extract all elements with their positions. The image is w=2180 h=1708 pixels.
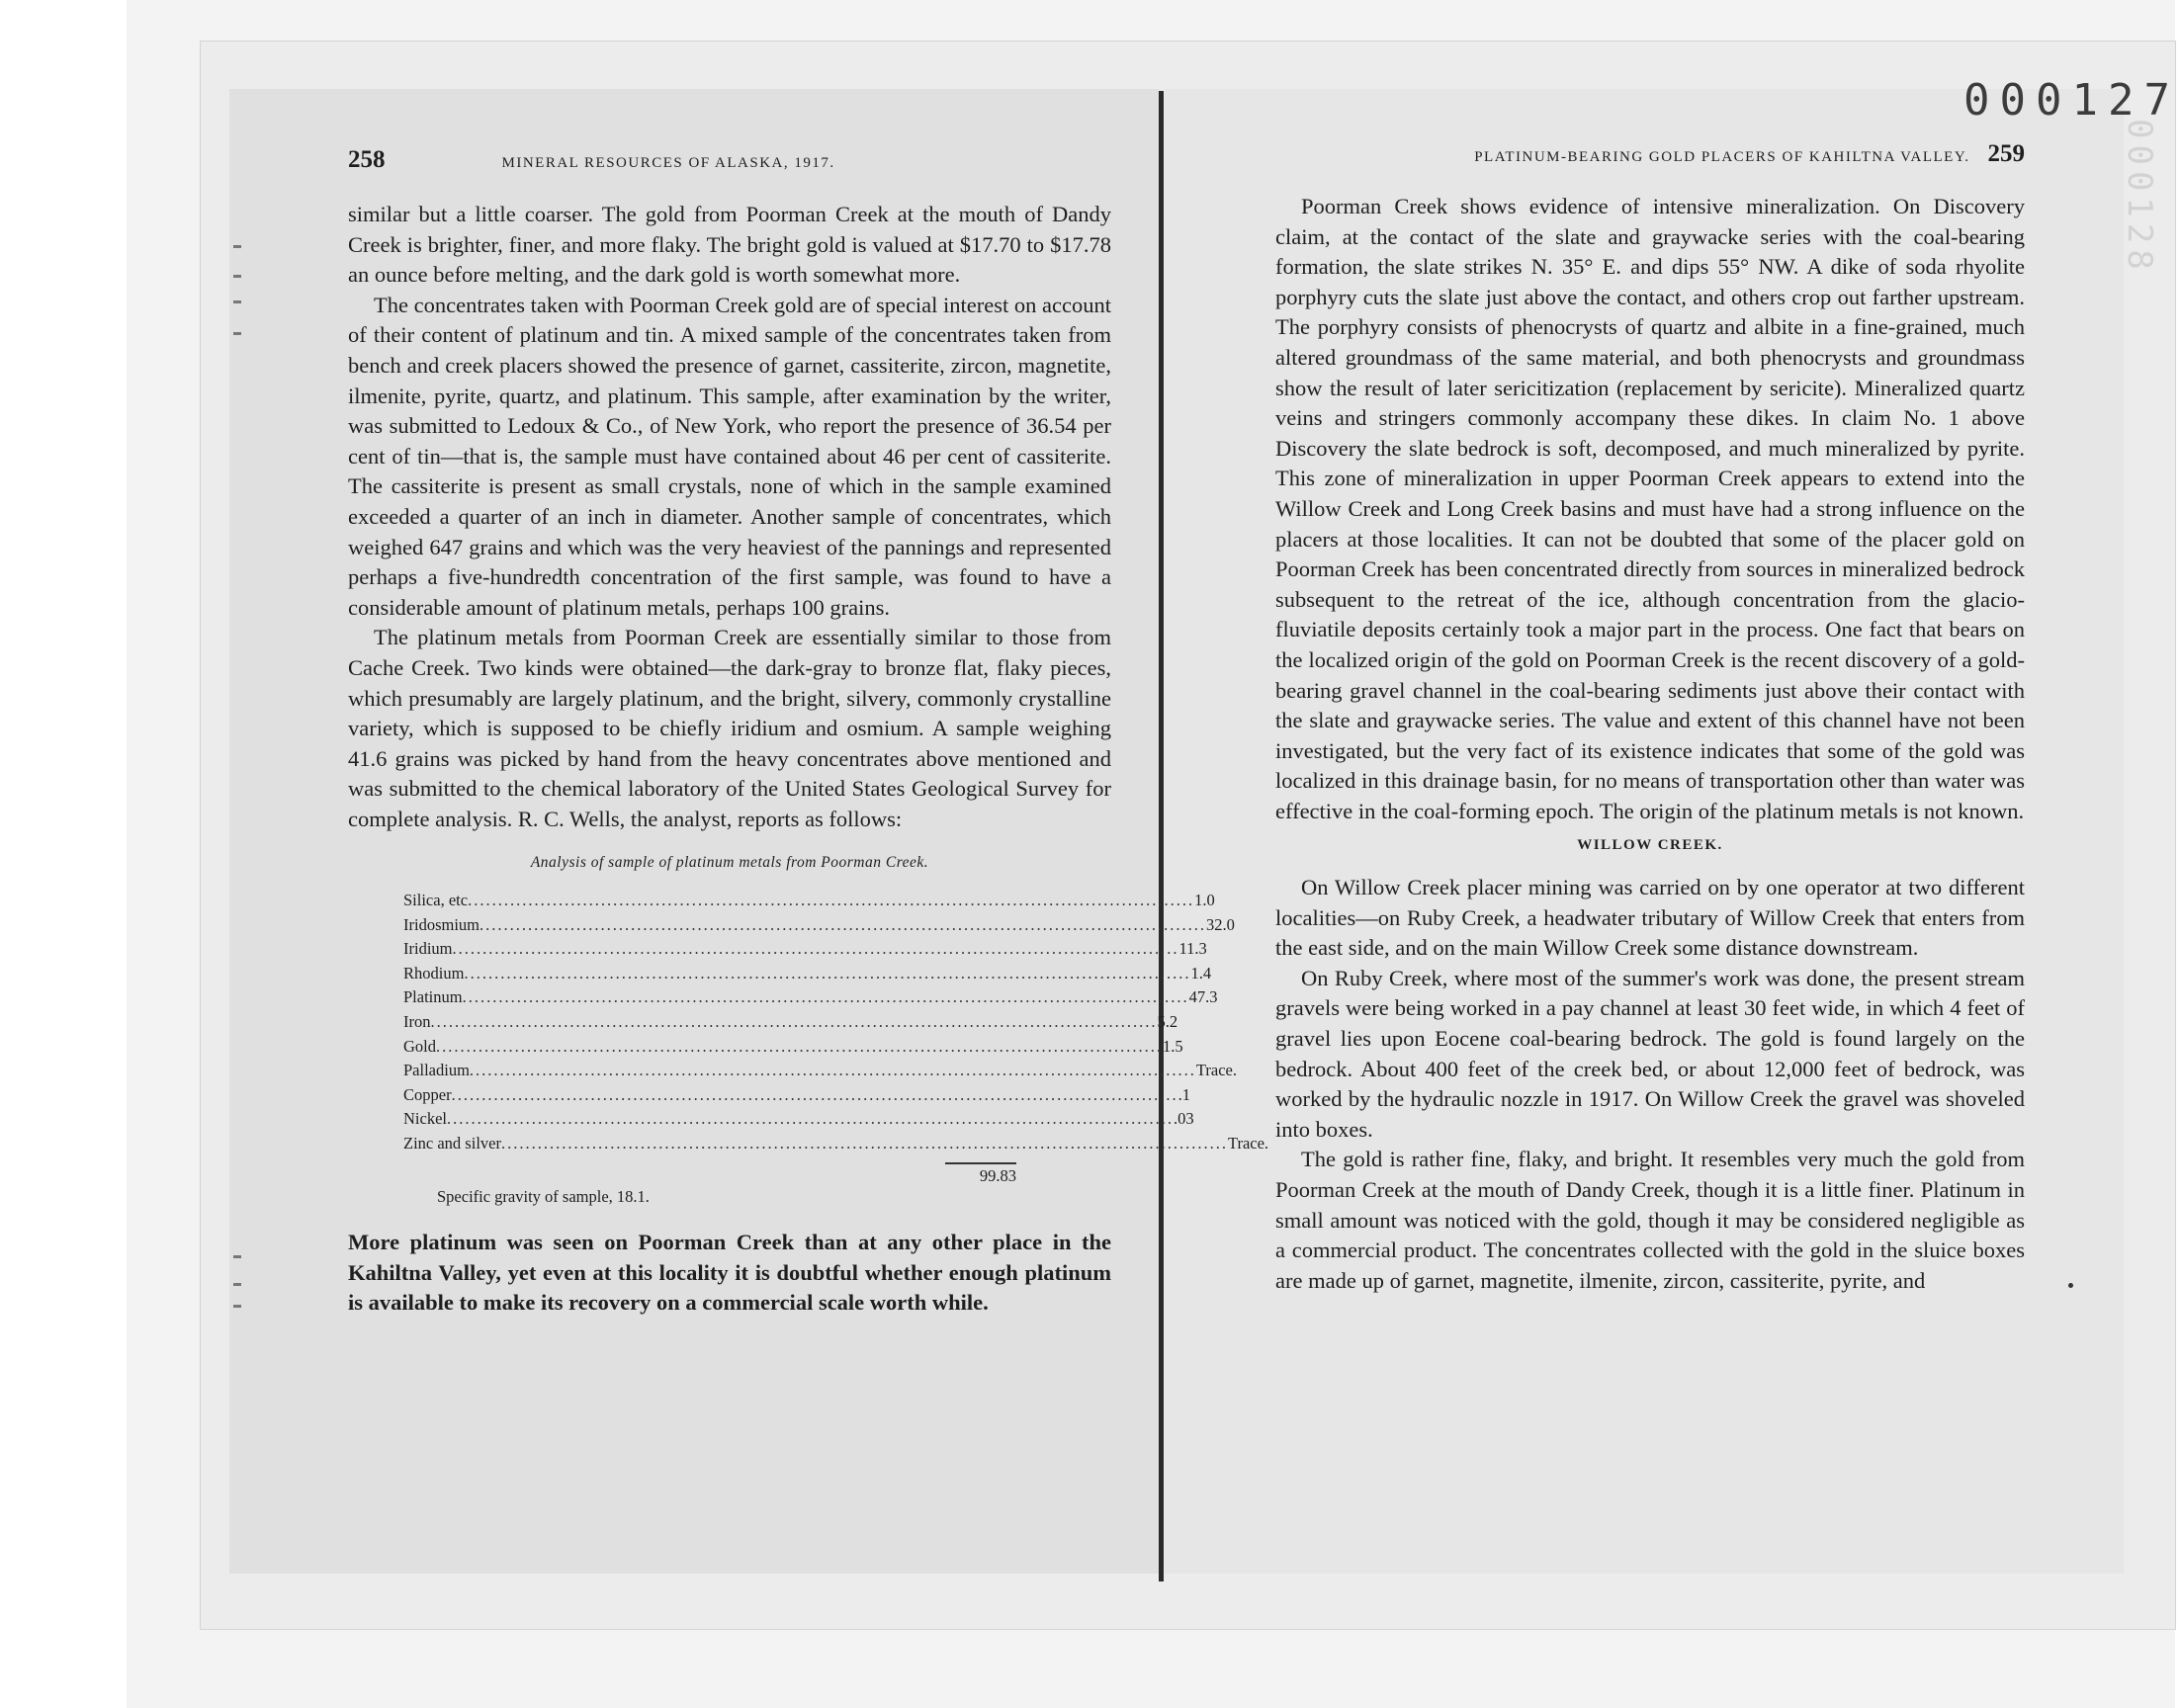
specific-gravity-note: Specific gravity of sample, 18.1.	[437, 1186, 650, 1206]
element-value: 1.0	[1194, 891, 1215, 910]
element-value: 1.5	[1163, 1036, 1183, 1056]
table-row: Rhodium ........................................................................................................................ 1.4	[403, 962, 1016, 986]
element-name: Iridium	[403, 939, 453, 959]
right-running-head	[1311, 140, 2025, 168]
element-value: 5.2	[1157, 1012, 1178, 1032]
table-row: Iridosmium ........................................................................................................................ 32.0	[403, 913, 1016, 938]
left-running-head	[348, 146, 1119, 174]
table-row: Silica, etc ........................................................................................................................ 1.0	[403, 889, 1016, 913]
analysis-table	[403, 889, 1269, 1188]
element-value: 11.3	[1178, 939, 1207, 959]
paragraph: The concentrates taken with Poorman Creek gold are of special interest on account of their content of platinum and tin. A mixed sample of the concentrates taken from bench and creek placers showed the presence of garnet, cassiterite, zircon, magnetite, ilmenite, pyrite, quartz, and platinum. This sample, after examination by the writer, was submitted to Ledoux & Co., of New York, who report the presence of 36.54 per cent of tin—that is, the sample must have contained about 46 per cent of cassiterite. The cassiterite is present as small crystals, none of which in the sample examined exceeded a quarter of an inch in diameter. Another sample of concentrates, which weighed 647 grains and which was the very heaviest of the pannings and represented perhaps a five-hundredth concentration of the first sample, was found to have a considerable amount of platinum metals, perhaps 100 grains.	[348, 292, 1111, 620]
element-value: Trace.	[1227, 1134, 1269, 1153]
bleed-through-stamp: 000128	[2120, 119, 2159, 276]
element-value: 32.0	[1206, 914, 1235, 934]
element-name: Copper	[403, 1084, 452, 1104]
paragraph: On Ruby Creek, where most of the summer's work was done, the present stream gravels were being worked in a pay channel at least 30 feet wide, in which 4 feet of gravel lies upon Eocene coal-bearing bedrock. The gold is found largely on the bedrock. About 400 feet of the creek bed, or about 12,000 feet of bedrock, was worked by the hydraulic nozzle in 1917. On Willow Creek the gravel was shoveled into boxes.	[1275, 965, 2025, 1142]
table-row: Palladium ........................................................................................................................ Trace.	[403, 1059, 1016, 1083]
table-row: Iridium ........................................................................................................................ 11.3	[403, 937, 1016, 962]
element-value: .1	[1177, 1084, 1190, 1104]
element-name: Nickel	[403, 1109, 447, 1129]
element-name: Palladium	[403, 1061, 470, 1080]
element-name: Gold	[403, 1036, 436, 1056]
element-name: Zinc and silver	[403, 1134, 501, 1153]
element-value: .03	[1173, 1109, 1194, 1129]
closing-paragraph: More platinum was seen on Poorman Creek than at any other place in the Kahiltna Valley, yet even at this locality it is doubtful whether enough platinum is available to make its recovery on a commercial scale worth while.	[348, 1230, 1111, 1316]
element-name: Platinum	[403, 987, 463, 1007]
paragraph: On Willow Creek placer mining was carried on by one operator at two different localities—on Ruby Creek, a headwater tributary of Willow Creek that enters from the east side, and on the main Willow Creek some distance downstream.	[1275, 875, 2025, 961]
element-value: Trace.	[1195, 1061, 1238, 1080]
element-name: Silica, etc	[403, 891, 469, 910]
table-row: Iron ........................................................................................................................ 5.2	[403, 1010, 1016, 1035]
section-heading: WILLOW CREEK.	[1577, 837, 1723, 854]
right-running-title: PLATINUM-BEARING GOLD PLACERS OF KAHILTNA VALLEY.	[1474, 149, 1970, 165]
left-page-number: 258	[348, 146, 386, 173]
element-name: Rhodium	[403, 963, 465, 982]
table-row: Platinum ........................................................................................................................ 47.3	[403, 985, 1016, 1010]
element-value: 1.4	[1190, 963, 1212, 982]
margin-marks	[233, 237, 247, 1324]
gutter-line	[1159, 91, 1164, 1581]
paragraph: The gold is rather fine, flaky, and bright. It resembles very much the gold from Poorman Creek at the mouth of Dandy Creek, though it is a little finer. Platinum in small amount was noticed with the gold, though it may be considered negligible as a commercial product. The concentrates collected with the gold in the sluice boxes are made up of garnet, magnetite, ilmenite, zircon, cassiterite, pyrite, and	[1275, 1147, 2025, 1293]
archive-stamp: 000127	[1963, 75, 2180, 126]
paragraph: similar but a little coarser. The gold from Poorman Creek at the mouth of Dandy Creek is brighter, finer, and more flaky. The bright gold is valued at $17.70 to $17.78 an ounce before melting, and the dark gold is worth somewhat more.	[348, 202, 1111, 288]
stray-mark	[2068, 1283, 2073, 1288]
element-name: Iron	[403, 1012, 431, 1032]
table-caption: Analysis of sample of platinum metals from Poorman Creek.	[530, 854, 929, 872]
table-row: Zinc and silver ........................................................................................................................ Trace.	[403, 1132, 1016, 1156]
table-row: Gold ........................................................................................................................ 1.5	[403, 1035, 1016, 1060]
right-page-number: 259	[1987, 140, 2025, 167]
element-name: Iridosmium	[403, 914, 480, 934]
element-value: 47.3	[1188, 987, 1218, 1007]
table-row: Nickel ........................................................................................................................ .03	[403, 1107, 1016, 1132]
right-text-column	[1275, 192, 2025, 1296]
analysis-total: 99.83	[979, 1165, 1016, 1185]
paragraph: The platinum metals from Poorman Creek are essentially similar to those from Cache Creek. Two kinds were obtained—the dark-gray to bronze flat, flaky pieces, which presumably are largely platinum, and the bright, silvery, commonly crystalline variety, which is supposed to be chiefly iridium and osmium. A sample weighing 41.6 grains was picked by hand from the heavy concentrates above mentioned and was submitted to the chemical laboratory of the United States Geological Survey for complete analysis. R. C. Wells, the analyst, reports as follows:	[348, 625, 1111, 831]
table-row: Copper ........................................................................................................................ .1	[403, 1083, 1016, 1108]
left-text-column	[348, 200, 1269, 1319]
left-running-title: MINERAL RESOURCES OF ALASKA, 1917.	[501, 155, 835, 171]
paragraph: Poorman Creek shows evidence of intensive mineralization. On Discovery claim, at the contact of the slate and graywacke series with the coal-bearing formation, the slate strikes N. 35° E. and dips 55° NW. A dike of soda rhyolite porphyry cuts the slate just above the contact, and others crop out farther upstream. The porphyry consists of phenocrysts of quartz and albite in a fine-grained, much altered groundmass of the same material, and both phenocrysts and groundmass show the result of later sericitization (replacement by sericite). Mineralized quartz veins and stringers commonly accompany these dikes. In claim No. 1 above Discovery the slate bedrock is soft, decomposed, and much mineralized by pyrite. This zone of mineralization in upper Poorman Creek appears to extend into the Willow Creek and Long Creek basins and must have had a strong influence on the placers at those localities. It can not be doubted that some of the placer gold on Poorman Creek has been concentrated directly from sources in mineralized bedrock subsequent to the retreat of the ice, although concentration from the glacio-fluviatile deposits certainly took a major part in the process. One fact that bears on the localized origin of the gold on Poorman Creek is the recent discovery of a gold-bearing gravel channel in the coal-bearing sediments just above their contact with the slate and graywacke series. The value and extent of this channel have not been investigated, but the very fact of its existence indicates that some of the gold was localized in this drainage basin, for no means of transportation other than water was effective in the coal-forming epoch. The origin of the platinum metals is not known.	[1275, 194, 2025, 823]
